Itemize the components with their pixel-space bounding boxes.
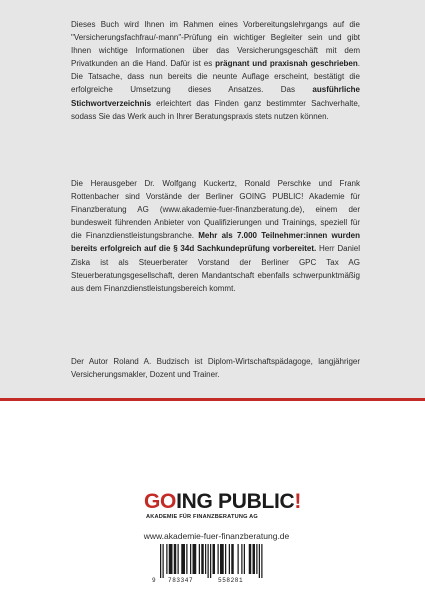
blurb-text: . Die Tatsache, dass nun bereits die neunte Auflage erscheint, bestätigt die erfolgreiche Umsetzung dieses Ansatzes. Das (71, 59, 360, 95)
barcode-bar (259, 544, 260, 578)
barcode-right-digits: 558281 (218, 577, 244, 584)
blurb-text: Herr Daniel Ziska ist als Steuerberater Vorstand der Berliner GPC Tax AG Steuerberatungsgesellschaft, deren Mandantschaft ebenfalls schwerpunktmäßig aus dem Finanzdienstleistungsbereich kommt. (71, 244, 360, 293)
barcode-bar (169, 544, 173, 574)
barcode-bar (174, 544, 177, 574)
barcode-bar (225, 544, 226, 574)
blurb-text: Der Autor Roland A. Budzisch ist Diplom-Wirtschaftspädagoge, langjähriger Versicherungsmakler, Dozent und Trainer. (71, 357, 360, 380)
barcode-bar (238, 544, 239, 574)
barcode-bar (256, 544, 257, 574)
barcode-bar (241, 544, 242, 574)
blurb-paragraph-editors (71, 177, 360, 295)
barcode-bar (201, 544, 204, 574)
barcode-bar (163, 544, 164, 578)
barcode-bar (208, 544, 209, 578)
barcode-bar (244, 544, 245, 574)
barcode-bar (220, 544, 224, 574)
blurb-text: Die Herausgeber Dr. Wolfgang Kuckertz, Ronald Perschke und Frank Rottenbacher sind Vorstände der Berliner GOING PUBLIC! Akademie für Finanzberatung AG (www.akademie-fuer-finanzberatung.de), einem der bundesweit führenden Anbieter von Qualifizierungen und Trainings, speziell für die Finanzdienstleistungsbranche. (71, 179, 360, 241)
barcode-bar (229, 544, 230, 574)
barcode-bar (190, 544, 191, 574)
logo-subtitle: AKADEMIE FÜR FINANZBERATUNG AG (146, 514, 258, 520)
barcode-bar (249, 544, 252, 574)
blurb-text: Dieses Buch wird Ihnen im Rahmen eines Vorbereitungslehrgangs auf die "Versicherungsfachfrau/-mann"-Prüfung ein wichtiger Begleiter sein und gibt Ihnen wichtige Informationen über das Versicherungsgeschäft mit dem Privatkunden an die Hand. Dafür ist es (71, 20, 360, 69)
blurb-highlight: ausführliche Stichwortverzeichnis (71, 85, 360, 108)
blurb-highlight: Mehr als 7.000 Teilnehmer:innen wurden bereits erfolgreich auf die § 34d Sachkundeprüfung vorbereitet. (71, 231, 360, 254)
blurb-paragraph-intro (71, 18, 360, 123)
barcode-bar (186, 544, 187, 574)
logo-go: GO (144, 490, 177, 513)
publisher-logo (144, 490, 302, 530)
logo-wordmark (144, 490, 301, 514)
barcode-bar (205, 544, 206, 574)
accent-divider (0, 398, 425, 401)
isbn-barcode (152, 544, 274, 586)
barcode-bar (193, 544, 197, 574)
barcode-bar (160, 544, 161, 578)
barcode-bar (178, 544, 179, 574)
blurb-text: erleichtert das Finden ganz bestimmter Sachverhalte, sodass Sie das Werk auch in Ihrer Beratungspraxis stets nutzen können. (71, 98, 360, 121)
publisher-website: www.akademie-fuer-finanzberatung.de (143, 531, 290, 541)
barcode-first-digit: 9 (152, 577, 157, 584)
barcode-bar (213, 544, 216, 574)
logo-rest: ING PUBLIC (176, 490, 295, 513)
barcode-bar (199, 544, 200, 574)
barcode-bar (166, 544, 167, 574)
barcode-bar (231, 544, 234, 574)
barcode-left-digits: 783347 (168, 577, 194, 584)
barcode-bar (218, 544, 219, 574)
blurb-paragraph-author (71, 355, 360, 381)
barcode-bar (210, 544, 211, 578)
barcode-bar (253, 544, 256, 574)
barcode-bar (181, 544, 185, 574)
logo-exclamation: ! (294, 490, 302, 513)
barcode-bars (152, 544, 274, 578)
barcode-bar (261, 544, 262, 578)
blurb-highlight: prägnant und praxisnah geschrieben (215, 59, 358, 69)
